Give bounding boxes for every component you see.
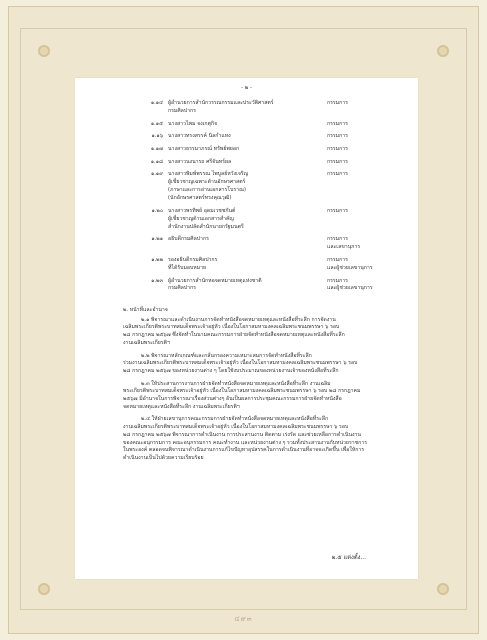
member-name: นางสาวนงนารถ ศรีจันทร์ผล xyxy=(168,158,232,165)
paragraph-line: ๒.๔ ให้ฝ่ายเลขานุการคณะกรรมการฝ่ายจัดทำหนังสือจดหมายเหตุและหนังสือที่ระลึก xyxy=(141,416,329,423)
page-number-top: - ๒ - xyxy=(241,85,252,91)
member-number: ๑.๒๑ xyxy=(151,236,163,243)
member-role: และผู้ช่วยเลขานุการ xyxy=(327,264,373,271)
member-affiliation: (ภาษาและการอ่านเอกสารโบราณ) xyxy=(168,187,246,194)
paragraph-line: ๒๘ กรกฎาคม ๒๕๖๗ พิจารณาการดำเนินงาน การประสานงาน ติดตาม เร่งรัด และช่วยเหลือการดำเนินงาน xyxy=(123,431,361,438)
member-name: นางสาวพรทิพย์ อุดมเวชชกันต์ xyxy=(168,207,236,214)
member-name: ผู้อำนวยการสำนักหอจดหมายเหตุแห่งชาติ xyxy=(168,277,262,284)
member-affiliation: (นักอักษรศาสตร์ทรงคุณวุฒิ) xyxy=(168,195,232,202)
paragraph-line: ๒๘ กรกฎาคม ๒๕๖๗ ซึ่งจัดทำในนามคณะกรรมการฝ่ายจัดทำหนังสือจดหมายเหตุและหนังสือที่ระลึก xyxy=(123,332,345,339)
member-number: ๑.๑๙ xyxy=(150,171,163,178)
member-role: กรรมการ xyxy=(327,236,348,243)
member-name: นางสาวพิมพ์พรรณ ไพบูลย์หวังเจริญ xyxy=(168,171,249,178)
member-role: และเลขานุการ xyxy=(327,244,361,251)
member-role: กรรมการ xyxy=(327,277,348,284)
paragraph-line: ดำเนินงานเป็นไปด้วยความเรียบร้อย xyxy=(123,454,204,461)
paragraph-line: ๒๘ กรกฎาคม ๒๕๖๗ ของหน่วยงานต่าง ๆ โดยใช้งบประมาณของหน่วยงานเจ้าของหนังสือที่ระลึก xyxy=(123,367,339,374)
paragraph-line: ๒๕๖๗ มีอำนาจในการพิจารณาเรื่องส่วนต่างๆ อันเป็นผลการประชุมคณะกรรมการฝ่ายจัดทำหนังสือ xyxy=(123,396,342,402)
member-affiliation: สำนักงานปลัดสำนักนายกรัฐมนตรี xyxy=(168,223,244,230)
member-role: กรรมการ xyxy=(327,133,348,140)
member-name: นางสาวธรรมาภรณ์ ทรัพย์พยอก xyxy=(168,146,240,152)
member-number: ๑.๒๒ xyxy=(151,256,163,263)
page-number-bottom: ๔๙๓ xyxy=(234,615,253,623)
paragraph-line: ของคณะอนุกรรมการ คณะอนุกรรมการ คณะทำงาน และหน่วยงานต่าง ๆ รวมทั้งประสานงานกับหน่วยราชการ xyxy=(123,439,368,446)
corner-ornament xyxy=(38,583,50,595)
member-name: นางสาวทรงสรรค์ นิลกำแหง xyxy=(168,133,231,140)
member-number: ๑.๒๓ xyxy=(151,277,163,284)
paragraph-line: พระเกียรติพระบาทสมเด็จพระเจ้าอยู่หัว เนื่องในโอกาสมหามงคลเฉลิมพระชนมพรรษา ๖ รอบ ๒๘ กรกฎาคม xyxy=(123,388,361,395)
member-role: กรรมการ xyxy=(327,207,348,214)
member-role: กรรมการ xyxy=(327,171,348,178)
paragraph-line: งานเฉลิมพระเกียรติพระบาทสมเด็จพระเจ้าอยู่หัว เนื่องในโอกาสมหามงคลเฉลิมพระชนมพรรษา ๖ รอบ xyxy=(123,424,349,431)
member-affiliation: ที่ได้รับมอบหมาย xyxy=(168,264,207,271)
continuation-text: ๒.๕ แต่งตั้ง... xyxy=(331,555,366,562)
paragraph-line: จดหมายเหตุและหนังสือที่ระลึก งานเฉลิมพระเกียรติฯ xyxy=(123,403,240,410)
member-affiliation: กรมศิลปากร xyxy=(168,285,196,292)
member-role: กรรมการ xyxy=(327,120,348,127)
member-number: ๑.๑๘ xyxy=(150,158,163,165)
member-role: กรรมการ xyxy=(327,146,348,152)
paragraph-line: ร่วมงานเฉลิมพระเกียรติพระบาทสมเด็จพระเจ้าอยู่หัว เนื่องในโอกาสมหามงคลเฉลิมพระชนมพรรษา ๖ รอบ xyxy=(123,360,358,367)
member-number: ๑.๒๐ xyxy=(151,207,163,214)
member-name: อธิบดีกรมศิลปากร xyxy=(168,236,209,243)
member-affiliation: ผู้เชี่ยวชาญเฉพาะด้านอักษรศาสตร์ xyxy=(168,179,246,186)
paragraph-line: ๒.๓ ให้ประสานการงานการฝ่ายจัดทำหนังสือจดหมายเหตุและหนังสือที่ระลึก งานเฉลิม xyxy=(141,380,331,387)
member-number: ๑.๑๖ xyxy=(151,133,163,140)
member-affiliation: กรมศิลปากร xyxy=(168,107,196,114)
member-role: กรรมการ xyxy=(327,158,348,165)
corner-ornament xyxy=(38,45,50,57)
corner-ornament xyxy=(437,45,449,57)
member-number: ๑.๑๗ xyxy=(150,146,163,152)
member-name: ผู้อำนวยการสำนักวรรณกรรมและประวัติศาสตร์ xyxy=(168,100,274,106)
paragraph-line: เฉลิมพระเกียรติพระบาทสมเด็จพระเจ้าอยู่หัว เนื่องในโอกาสมหามงคลเฉลิมพระชนมพรรษา ๖ รอบ xyxy=(123,324,340,331)
member-number: ๑.๑๕ xyxy=(150,120,163,127)
member-name: นางสาวไพม จงเกตุกิจ xyxy=(168,120,218,127)
member-role: และผู้ช่วยเลขานุการ xyxy=(327,285,373,292)
member-affiliation: ผู้เชี่ยวชาญด้านเอกสารสำคัญ xyxy=(168,215,234,222)
member-role: กรรมการ xyxy=(327,256,348,263)
paragraph-line: ๒.๑ พิจารณาและดำเนินงานการจัดทำหนังสือจดหมายเหตุและหนังสือที่ระลึก การจัดงาน xyxy=(141,316,336,323)
member-number: ๑.๑๔ xyxy=(150,100,163,106)
section-heading: ๒. หน้าที่และอำนาจ xyxy=(123,307,168,313)
corner-ornament xyxy=(437,583,449,595)
paragraph-line: ในพระองค์ ตลอดจนพิจารณาดำเนินงานการแก้ไขปัญหาอุปสรรคในการดำเนินงานที่อาจจะเกิดขึ้น เพื่อให้การ xyxy=(123,447,365,454)
paragraph-line: ๒.๒ พิจารณาหลักเกณฑ์และกลั่นกรองความเหมาะสมการจัดทำหนังสือที่ระลึก xyxy=(141,352,312,359)
document-sheet xyxy=(75,78,418,579)
member-role: กรรมการ xyxy=(327,100,348,106)
member-name: รองอธิบดีกรมศิลปากร xyxy=(168,256,218,263)
paragraph-line: งานเฉลิมพระเกียรติฯ xyxy=(123,339,170,346)
